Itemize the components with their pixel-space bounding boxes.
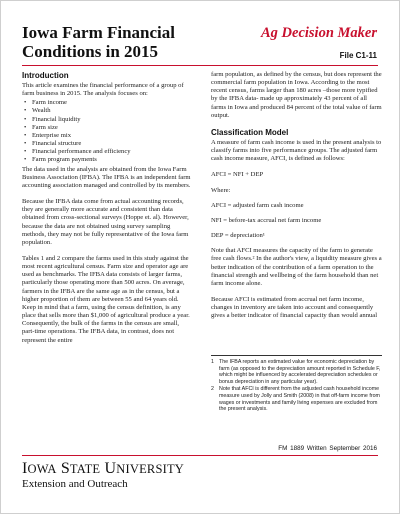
right-column xyxy=(211,71,382,328)
title-line-1: Iowa Farm Financial xyxy=(22,23,175,42)
list-item: • Enterprise mix xyxy=(22,132,193,140)
list-item: • Farm program payments xyxy=(22,156,193,164)
file-number: File C1-11 xyxy=(339,51,377,60)
list-item: • Financial structure xyxy=(22,140,193,148)
footnote-text: Note that AFCI is different from the adjusted cash household income measure used by Jolly and Smith (2008) in that off-farm income from wages or investments and family living expenses are excluded from the present analysis. xyxy=(219,386,380,413)
footnote-number: 1 xyxy=(211,359,214,365)
list-item: • Financial performance and efficiency xyxy=(22,148,193,156)
afci-definition: AFCI = adjusted farm cash income xyxy=(211,201,304,209)
list-item: • Financial liquidity xyxy=(22,116,193,124)
title-line-2: Conditions in 2015 xyxy=(22,42,159,61)
classification-heading: Classification Model xyxy=(211,127,289,137)
footnote xyxy=(211,359,382,385)
footnote-number: 2 xyxy=(211,386,214,393)
accrual-paragraph: Because AFCI is estimated from accrual net farm income, changes in inventory are taken into account and consequently gives a better indicator of financial capacity than would annual xyxy=(211,295,378,320)
university-name: IOWA STATE UNIVERSITY xyxy=(22,460,185,477)
document-title xyxy=(22,23,227,61)
nfi-definition: NFI = before-tax accrual net farm income xyxy=(211,216,322,224)
footnotes xyxy=(211,355,382,414)
footer-rule xyxy=(22,455,378,456)
left-column xyxy=(22,71,193,353)
extension-name: Extension and Outreach xyxy=(22,478,128,490)
dep-definition: DEP = depreciation¹ xyxy=(211,232,265,240)
brand-name: Ag Decision Maker xyxy=(261,25,377,41)
where-label: Where: xyxy=(211,186,231,194)
note-paragraph: Note that AFCI measures the capacity of the farm to generate free cash flows.² In the author's view, a liquidity measure gives a better indication of the contribution of a farm operation to the financial strength and wellbeing of the farm household than net farm income alone. xyxy=(211,247,382,287)
classification-paragraph: A measure of farm cash income is used in the present analysis to classify farms into five performance groups. The adjusted farm cash income measure, AFCI, is defined as follows: xyxy=(211,138,382,163)
tables-paragraph: Tables 1 and 2 compare the farms used in this study against the most recent agricultural census. Farm size and operator age are used as benchmarks. The IFBA data consists of larger farms, particularly those operating more than 500 acres. On average, farmers in the IFBA are the same age as in the census, but a higher proportion of them are between 55 and 64 years old. Keep in mind that a farm, using the census definition, is any place that sells more than $1,000 of agricultural produce a year. Consequently, the bulk of the farms in the census are small, part-time operations. The IFBA data, in contrast, does not represent the entire xyxy=(22,254,190,344)
footnote-text: The IFBA reports an estimated value for economic depreciation by farm (as opposed to the depreciation amount reported in Schedule F, which might be influenced by accelerated depreciation schedules or bonus depreciation in any particular year). xyxy=(219,359,381,385)
header-rule xyxy=(22,65,378,66)
introduction-heading: Introduction xyxy=(22,71,69,80)
afci-equation: AFCI = NFI + DEP xyxy=(211,171,264,179)
list-item: • Wealth xyxy=(22,107,193,115)
data-source-paragraph: The data used in the analysis are obtained from the Iowa Farm Business Association (IFBA). The IFBA is an independent farm accounting association managed and controlled by its members. xyxy=(22,165,191,189)
publication-info: FM 1889 Written September 2016 xyxy=(278,445,377,452)
ifba-paragraph: Because the IFBA data come from actual accounting records, they are generally more accurate and consistent than data obtained from cross-sectional surveys (Hoppe et. al). However, because the data are not obtained using survey sampling methods, they may not be fully representative of the Iowa farm population. xyxy=(22,198,189,246)
census-paragraph: farm population, as defined by the census, but does represent the commercial farm population in Iowa. According to the most recent census, farms larger than 180 acres –those more typified by the IFBA data- made up approximately 43 percent of all farms in Iowa and produced 84 percent of the total value of farm output. xyxy=(211,71,382,119)
focus-list xyxy=(22,99,193,164)
list-item: • Farm size xyxy=(22,124,193,132)
footnote xyxy=(211,386,382,412)
list-item: • Farm income xyxy=(22,99,193,107)
intro-paragraph: This article examines the financial performance of a group of farm business in 2015. The analysis focuses on: xyxy=(22,82,184,98)
university-logo-text xyxy=(22,460,184,478)
